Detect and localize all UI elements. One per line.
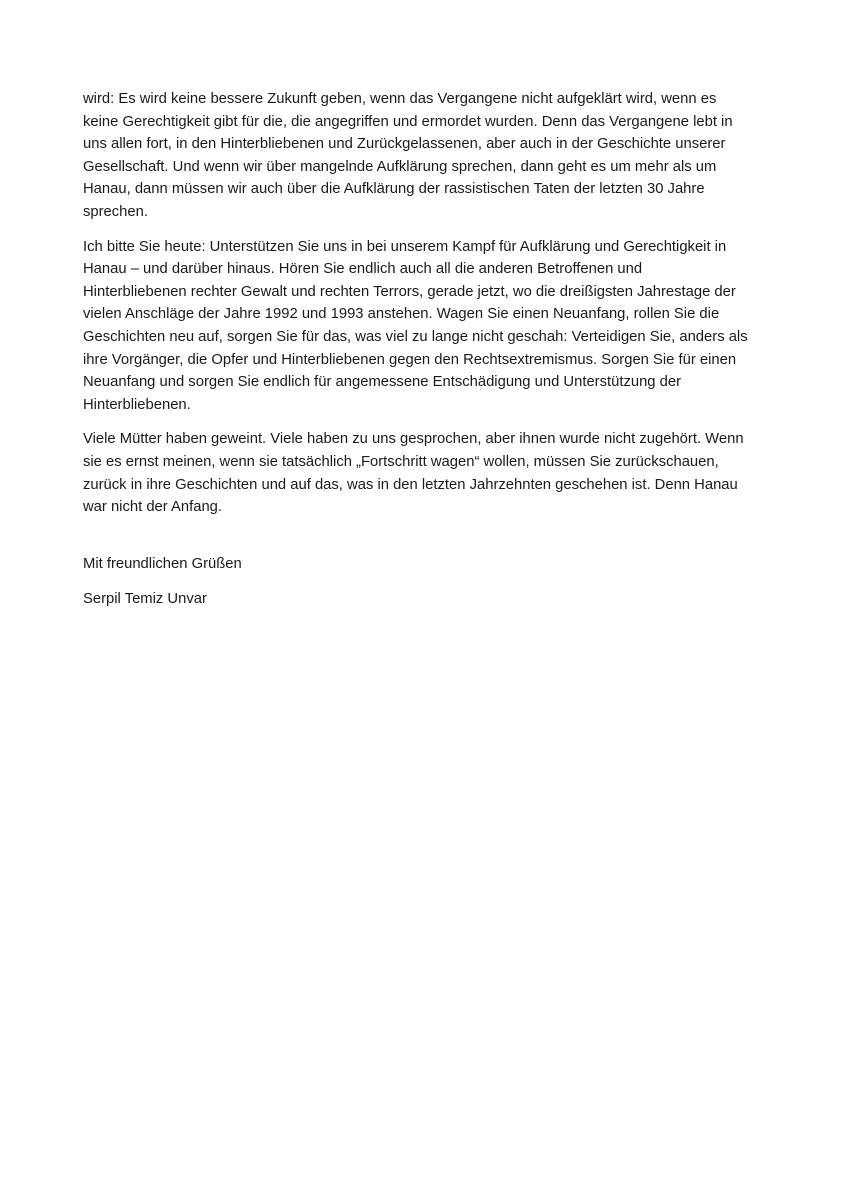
paragraph-line: Hinterbliebenen.: [83, 396, 191, 413]
paragraph-line: uns allen fort, in den Hinterbliebenen und Zurückgelassenen, aber auch in der Geschichte unserer: [83, 136, 726, 153]
paragraph-line: war nicht der Anfang.: [83, 499, 223, 516]
letter-body: [83, 88, 773, 531]
paragraph-line: keine Gerechtigkeit gibt für die, die angegriffen und ermordet wurden. Denn das Vergangene lebt in: [83, 113, 733, 130]
paragraph-3: [83, 428, 773, 518]
paragraph-line: Hinterbliebenen rechter Gewalt und rechten Terrors, gerade jetzt, wo die dreißigsten Jahrestage der: [83, 283, 736, 300]
paragraph-line: Hanau – und darüber hinaus. Hören Sie endlich auch all die anderen Betroffenen und: [83, 261, 643, 278]
paragraph-line: Viele Mütter haben geweint. Viele haben zu uns gesprochen, aber ihnen wurde nicht zugehört. Wenn: [83, 431, 744, 448]
paragraph-line: vielen Anschläge der Jahre 1992 und 1993 anstehen. Wagen Sie einen Neuanfang, rollen Sie die: [83, 306, 720, 323]
paragraph-1: [83, 88, 773, 224]
paragraph-line: Neuanfang und sorgen Sie endlich für angemessene Entschädigung und Unterstützung der: [83, 374, 682, 391]
paragraph-line: Ich bitte Sie heute: Unterstützen Sie uns in bei unserem Kampf für Aufklärung und Gerechtigkeit in: [83, 238, 727, 255]
paragraph-line: Hanau, dann müssen wir auch über die Aufklärung der rassistischen Taten der letzten 30 Jahre: [83, 181, 705, 198]
paragraph-2: [83, 236, 773, 417]
paragraph-line: wird: Es wird keine bessere Zukunft geben, wenn das Vergangene nicht aufgeklärt wird, wenn es: [83, 91, 717, 107]
paragraph-line: zurück in ihre Geschichten und auf das, was in den letzten Jahrzehnten geschehen ist. Denn Hanau: [83, 476, 738, 493]
closing-salutation: Mit freundlichen Grüßen: [83, 556, 242, 572]
paragraph-line: sie es ernst meinen, wenn sie tatsächlich „Fortschritt wagen“ wollen, müssen Sie zurückschauen,: [83, 453, 719, 470]
paragraph-line: ihre Vorgänger, die Opfer und Hinterbliebenen gegen den Rechtsextremismus. Sorgen Sie für einen: [83, 351, 737, 368]
paragraph-line: Gesellschaft. Und wenn wir über mangelnde Aufklärung sprechen, dann geht es um mehr als um: [83, 158, 717, 175]
paragraph-line: Geschichten neu auf, sorgen Sie für das, was viel zu lange nicht geschah: Verteidigen Sie, anders als: [83, 328, 748, 345]
paragraph-line: sprechen.: [83, 203, 148, 220]
signature-name: Serpil Temiz Unvar: [83, 591, 207, 607]
